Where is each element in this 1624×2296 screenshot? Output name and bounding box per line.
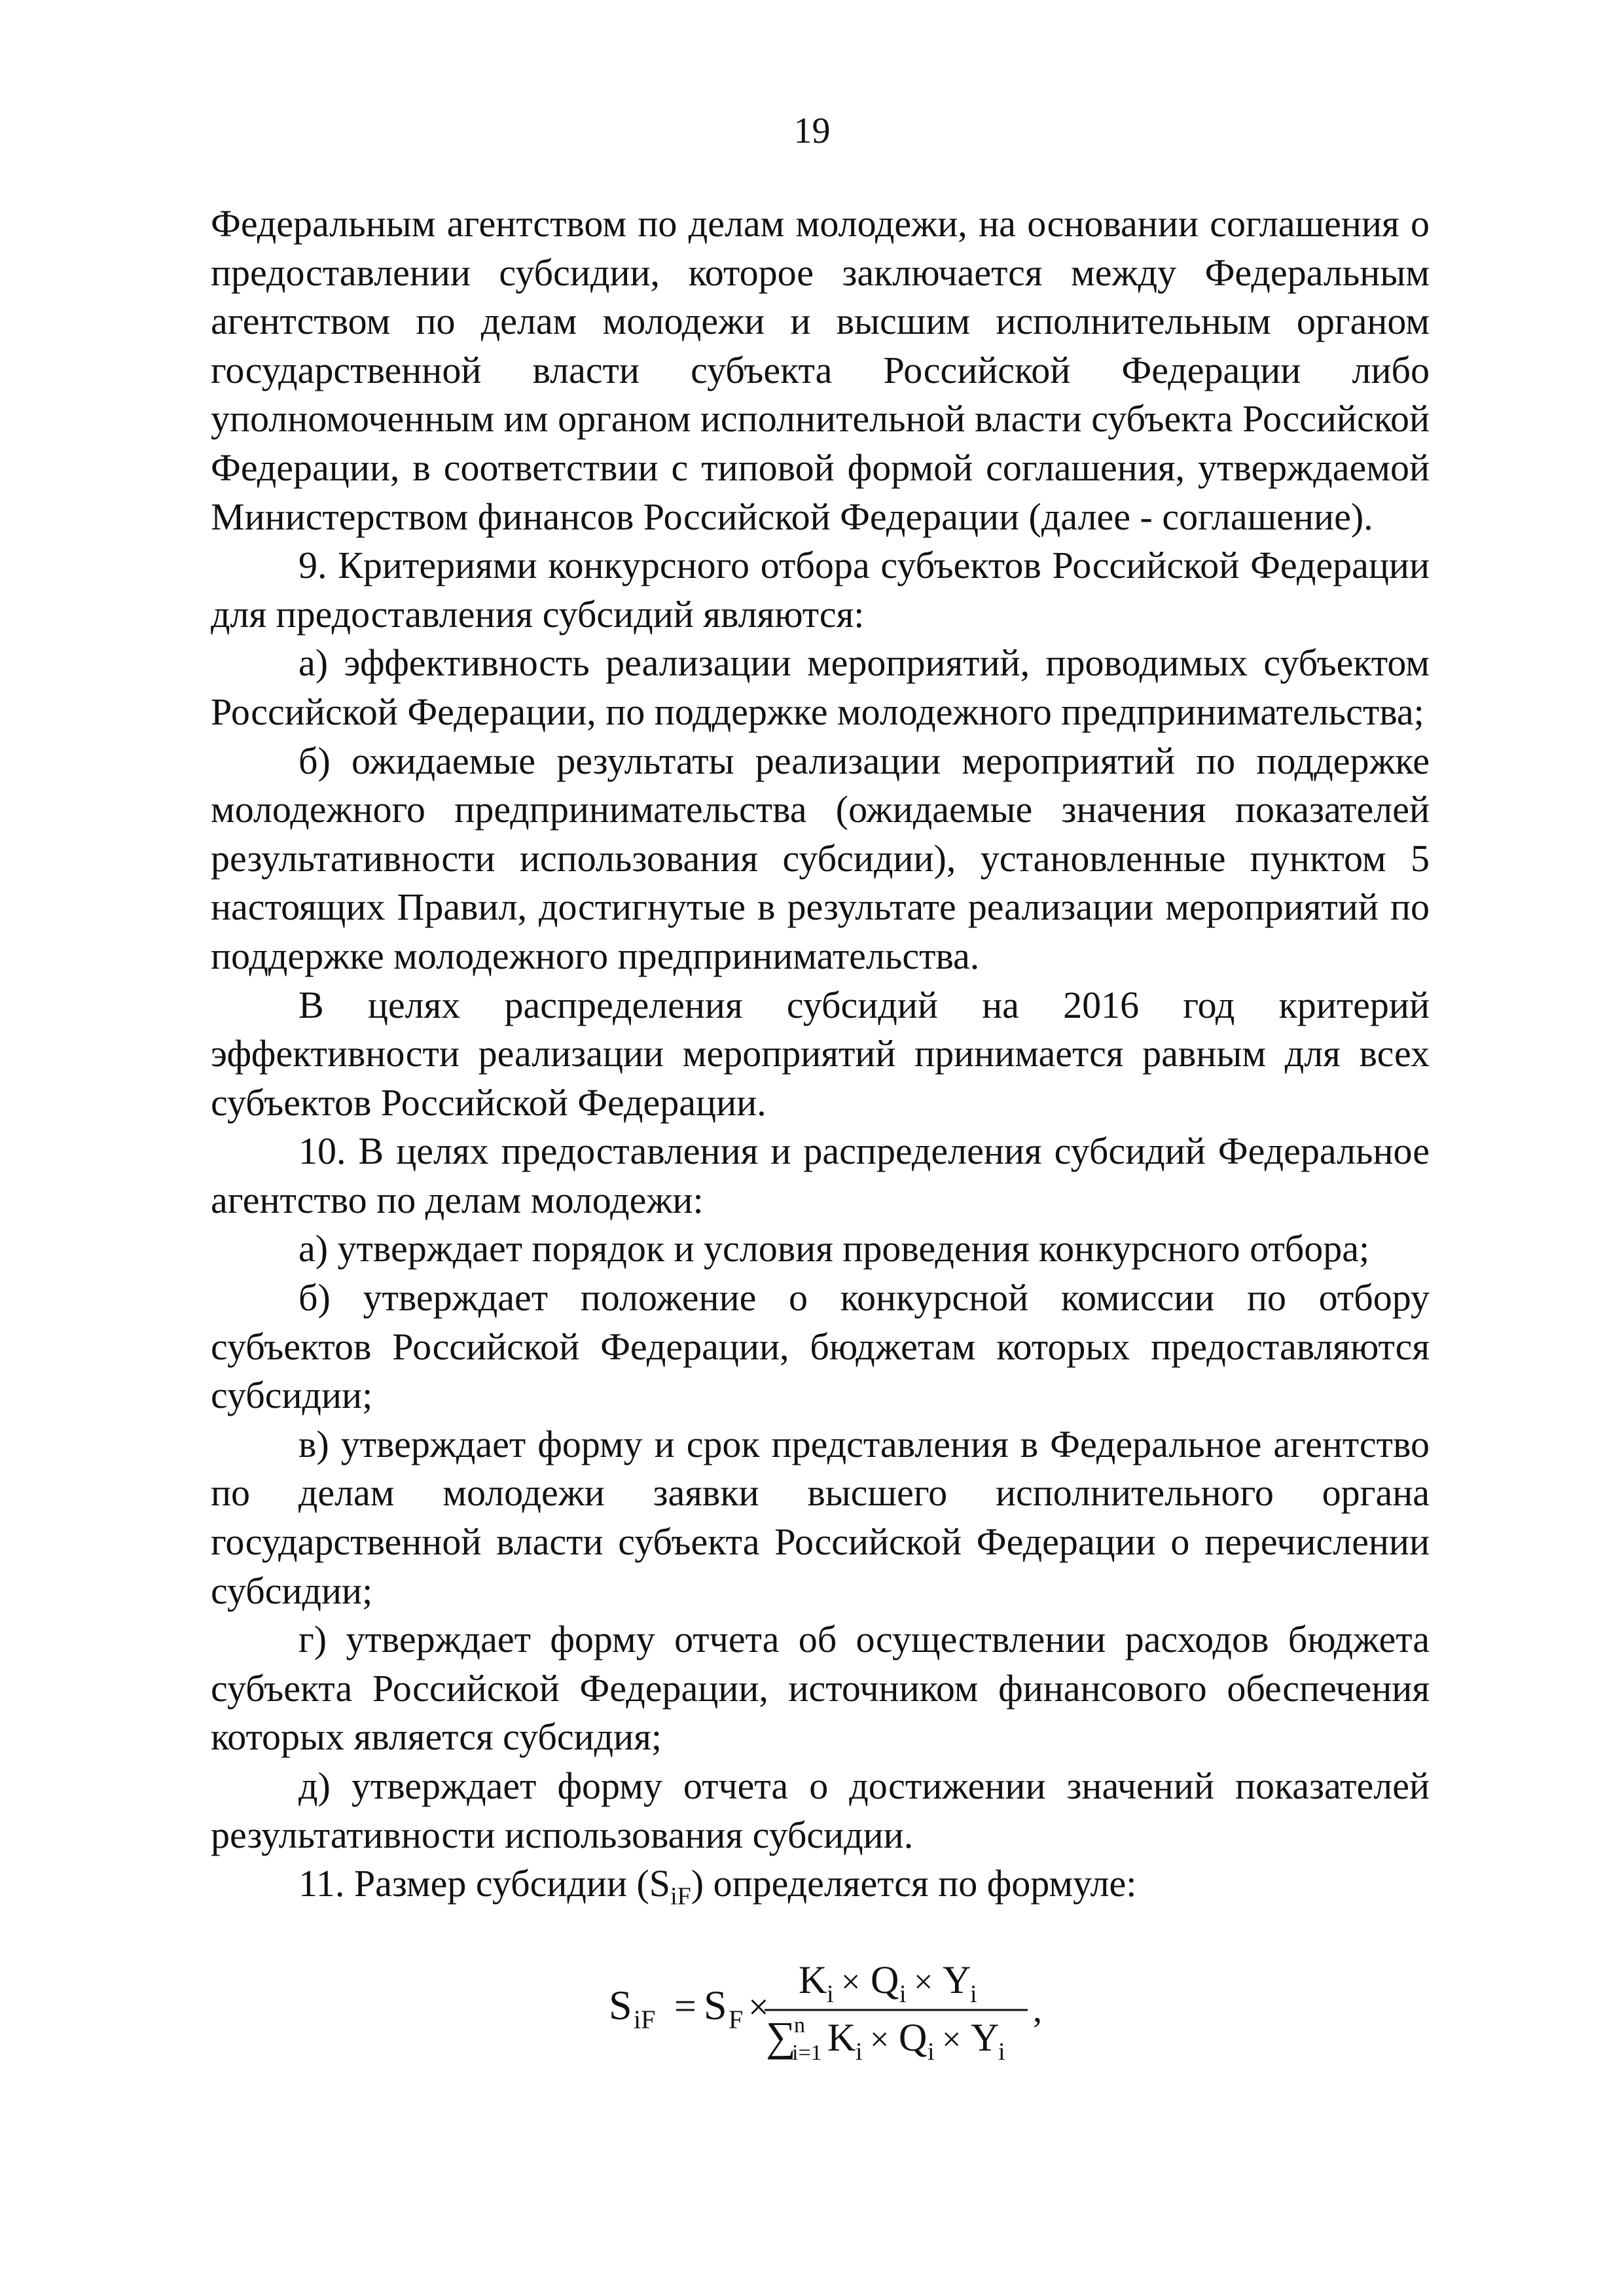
- item11-subscript: iF: [670, 1882, 691, 1910]
- paragraph-item-9a: а) эффективность реализации мероприятий, проводимых субъектом Российской Федерации, по поддержке молодежного предпринимательства;: [211, 641, 1430, 733]
- paragraph-item-10d: г) утверждает форму отчета об осуществлении расходов бюджета субъекта Российской Федерации, источником финансового обеспечения которых является субсидия;: [211, 1618, 1430, 1759]
- paragraph-item-9b: б) ожидаемые результаты реализации мероприятий по поддержке молодежного предпринимательства (ожидаемые значения показателей результативности использования субсидии), установленные пунктом 5 настоящих Правил, достигнутые в результате реализации мероприятий по поддержке молодежного предпринимательства.: [211, 739, 1430, 977]
- formula-lhs: S: [609, 1982, 632, 2028]
- paragraph-continuation: Федеральным агентством по делам молодежи, на основании соглашения о предоставлении субсидии, которое заключается между Федеральным агентством по делам молодежи и высшим исполнительным органом государственной власти субъекта Российской Федерации либо уполномоченным им органом исполнительной власти субъекта Российской Федерации, в соответствии с типовой формой соглашения, утверждаемой Министерством финансов Российской Федерации (далее - соглашение).: [211, 202, 1430, 538]
- formula-num-k-idx: i: [827, 1981, 834, 2008]
- formula-num-y-idx: i: [970, 1981, 977, 2008]
- formula-lhs-sub: iF: [634, 2005, 656, 2034]
- body-text: [211, 200, 1430, 1921]
- subsidy-formula: [609, 1954, 1132, 2072]
- formula-equals: =: [674, 1984, 696, 2028]
- formula-svg: [609, 1954, 1132, 2072]
- formula-den-k-idx: i: [856, 2038, 863, 2066]
- paragraph-2016-criterion: В целях распределения субсидий на 2016 год критерий эффективности реализации мероприятий принимается равным для всех субъектов Российской Федерации.: [211, 983, 1430, 1124]
- formula-sf-sub: F: [729, 2005, 744, 2034]
- formula-num-times-2: ×: [914, 1964, 933, 2001]
- item11-prefix: 11. Размер субсидии (S: [298, 1862, 671, 1905]
- formula-den-times-2: ×: [942, 2021, 962, 2058]
- formula-sf: S: [704, 1982, 727, 2028]
- paragraph-item-10e: д) утверждает форму отчета о достижении значений показателей результативности использования субсидии.: [211, 1765, 1430, 1856]
- formula-sum-bottom: i=1: [792, 2041, 822, 2065]
- formula-num-y: Y: [943, 1958, 971, 2001]
- paragraph-item-9: 9. Критериями конкурсного отбора субъектов Российской Федерации для предоставления субсидий являются:: [211, 544, 1430, 636]
- formula-num-q-idx: i: [899, 1981, 907, 2008]
- formula-trailing-comma: ,: [1033, 1990, 1042, 2030]
- formula-den-times-1: ×: [870, 2021, 890, 2058]
- formula-num-q: Q: [871, 1958, 899, 2001]
- formula-den-y: Y: [971, 2016, 1000, 2059]
- formula-times: ×: [748, 1987, 769, 2028]
- formula-den-y-idx: i: [998, 2038, 1005, 2066]
- formula-den-q-idx: i: [928, 2038, 935, 2066]
- formula-den-k: K: [827, 2016, 856, 2059]
- paragraph-item-10a: а) утверждает порядок и условия проведения конкурсного отбора;: [298, 1227, 1370, 1270]
- page-number: 19: [793, 111, 831, 151]
- formula-num-k: K: [799, 1958, 827, 2001]
- paragraph-item-11: [211, 1859, 1430, 1921]
- formula-den-q: Q: [899, 2016, 928, 2059]
- formula-sum-sign: ∑: [766, 2013, 796, 2060]
- formula-sum-top: n: [794, 2013, 805, 2037]
- paragraph-item-10c: в) утверждает форму и срок представления в Федеральное агентство по делам молодежи заявки высшего исполнительного органа государственной власти субъекта Российской Федерации о перечислении субсидии;: [211, 1422, 1430, 1612]
- paragraph-item-10b: б) утверждает положение о конкурсной комиссии по отбору субъектов Российской Федерации, бюджетам которых предоставляются субсидии;: [211, 1276, 1430, 1417]
- formula-num-times-1: ×: [841, 1964, 861, 2001]
- item11-suffix: ) определяется по формуле:: [691, 1862, 1137, 1905]
- paragraph-item-10: 10. В целях предоставления и распределения субсидий Федеральное агентство по делам молодежи:: [211, 1130, 1430, 1221]
